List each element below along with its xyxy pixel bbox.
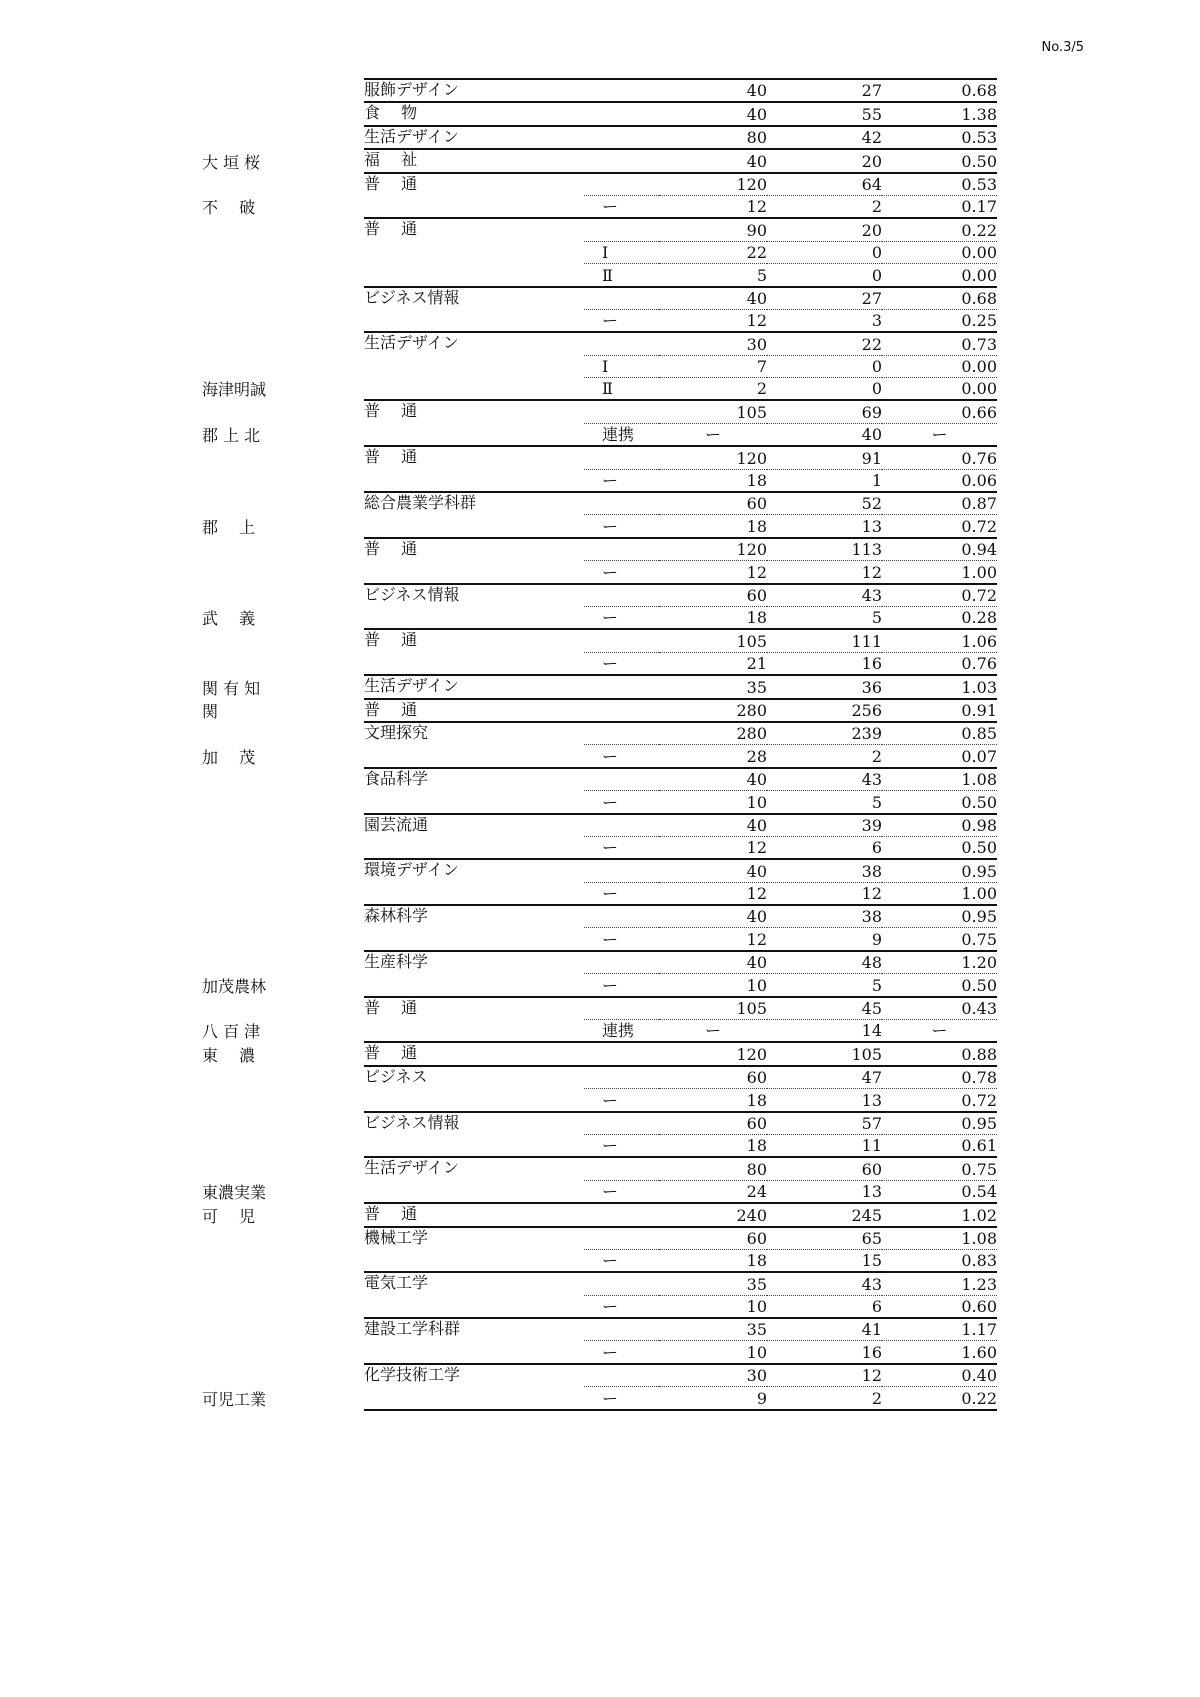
capacity-cell: 30 (659, 1364, 767, 1387)
ratio-cell: 0.43 (882, 997, 997, 1020)
ratio-cell: 0.72 (882, 584, 997, 607)
school-name-cell: 関 有 知 (202, 678, 261, 698)
school-name-cell: 郡 上 北 (202, 426, 261, 446)
capacity-cell: 40 (659, 79, 767, 102)
applicants-cell: 47 (767, 1066, 882, 1089)
course-name-cell: 普 通 (364, 1042, 584, 1065)
capacity-cell: 40 (659, 768, 767, 791)
capacity-cell: 10 (659, 1341, 767, 1364)
applicants-cell: 113 (767, 538, 882, 561)
ratio-cell: 0.50 (882, 836, 997, 859)
quota-type-cell (584, 492, 659, 515)
applicants-cell: 42 (767, 126, 882, 149)
quota-type-cell: ー (584, 1180, 659, 1203)
ratio-cell: 1.23 (882, 1272, 997, 1295)
ratio-cell: 0.22 (882, 1387, 997, 1410)
capacity-cell: 12 (659, 882, 767, 905)
ratio-cell: 0.75 (882, 928, 997, 951)
ratio-cell: 0.61 (882, 1134, 997, 1157)
course-name-cell: 普 通 (364, 997, 584, 1043)
quota-type-cell: ー (584, 928, 659, 951)
applicants-cell: 12 (767, 882, 882, 905)
quota-type-cell: ー (584, 1134, 659, 1157)
table-row (202, 218, 997, 241)
ratio-cell: 0.76 (882, 446, 997, 469)
applicants-cell: 12 (767, 1364, 882, 1387)
quota-type-cell: ー (584, 1249, 659, 1272)
applicants-cell: 105 (767, 1042, 882, 1065)
quota-type-cell: ー (584, 469, 659, 492)
applicants-cell: 27 (767, 79, 882, 102)
ratio-cell: 1.17 (882, 1318, 997, 1341)
ratio-cell: 0.68 (882, 287, 997, 310)
quota-type-cell: 連携 (584, 1020, 659, 1043)
applicants-cell: 43 (767, 584, 882, 607)
course-name-cell: 食品科学 (364, 768, 584, 814)
ratio-cell: 0.00 (882, 378, 997, 401)
course-name-cell: 機械工学 (364, 1227, 584, 1273)
course-name-cell: 生活デザイン (364, 1157, 584, 1203)
capacity-cell: 80 (659, 1157, 767, 1180)
ratio-cell: 0.54 (882, 1180, 997, 1203)
quota-type-cell: ー (584, 195, 659, 218)
capacity-cell: 12 (659, 195, 767, 218)
applicants-cell: 20 (767, 149, 882, 172)
capacity-cell: 40 (659, 859, 767, 882)
quota-type-cell (584, 629, 659, 652)
capacity-cell: 10 (659, 791, 767, 814)
school-name-cell: 不 破 (202, 198, 256, 218)
capacity-cell: 60 (659, 1112, 767, 1135)
capacity-cell: 40 (659, 287, 767, 310)
quota-type-cell (584, 332, 659, 355)
course-name-cell: 総合農業学科群 (364, 492, 584, 538)
course-name-cell: 普 通 (364, 1203, 584, 1226)
quota-type-cell (584, 79, 659, 102)
ratio-cell: 0.94 (882, 538, 997, 561)
school-name-cell: 武 義 (202, 609, 256, 629)
applicants-cell: 15 (767, 1249, 882, 1272)
applicants-cell: 6 (767, 836, 882, 859)
course-name-cell: 普 通 (364, 446, 584, 492)
table-row (202, 173, 997, 196)
applicants-cell: 239 (767, 722, 882, 745)
ratio-cell: 0.75 (882, 1157, 997, 1180)
school-name-cell: 八 百 津 (202, 1022, 261, 1042)
capacity-cell: 80 (659, 126, 767, 149)
course-name-cell: 服飾デザイン (364, 79, 584, 102)
course-name-cell: 生活デザイン (364, 126, 584, 149)
applicants-cell: 0 (767, 355, 882, 377)
applicants-cell: 64 (767, 173, 882, 196)
capacity-cell: 40 (659, 814, 767, 837)
capacity-cell: 40 (659, 149, 767, 172)
ratio-cell: 0.50 (882, 791, 997, 814)
capacity-cell: 18 (659, 1134, 767, 1157)
capacity-cell: 240 (659, 1203, 767, 1226)
ratio-cell: 1.20 (882, 951, 997, 974)
ratio-cell: 0.76 (882, 652, 997, 675)
capacity-cell: 2 (659, 378, 767, 401)
applicants-cell: 69 (767, 400, 882, 423)
quota-type-cell (584, 1066, 659, 1089)
table-row (202, 722, 997, 745)
applicants-cell: 43 (767, 1272, 882, 1295)
applicants-cell: 2 (767, 745, 882, 768)
school-name-cell: 東 濃 (202, 1045, 256, 1065)
capacity-cell: 5 (659, 264, 767, 287)
capacity-cell: 12 (659, 928, 767, 951)
school-name-cell: 海津明誠 (202, 380, 267, 400)
ratio-cell: 0.95 (882, 859, 997, 882)
quota-type-cell: ー (584, 1089, 659, 1112)
quota-type-cell: Ⅱ (584, 264, 659, 287)
table-row (202, 400, 997, 423)
applicants-cell: 45 (767, 997, 882, 1020)
ratio-cell: 0.28 (882, 606, 997, 629)
ratio-cell: 0.07 (882, 745, 997, 768)
capacity-cell: 10 (659, 1295, 767, 1318)
applicants-cell: 13 (767, 515, 882, 538)
applicants-cell: 91 (767, 446, 882, 469)
ratio-cell: 0.60 (882, 1295, 997, 1318)
applicants-cell: 6 (767, 1295, 882, 1318)
applicants-cell: 60 (767, 1157, 882, 1180)
quota-type-cell (584, 1203, 659, 1226)
quota-type-cell: ー (584, 652, 659, 675)
ratio-cell: 1.00 (882, 561, 997, 584)
quota-type-cell (584, 675, 659, 698)
capacity-cell: ー (659, 1020, 767, 1043)
course-name-cell: 文理探究 (364, 722, 584, 768)
applicants-cell: 40 (767, 423, 882, 446)
quota-type-cell (584, 768, 659, 791)
quota-type-cell: Ⅱ (584, 378, 659, 401)
capacity-cell: 40 (659, 905, 767, 928)
applicants-cell: 12 (767, 561, 882, 584)
quota-type-cell (584, 905, 659, 928)
course-name-cell: ビジネス情報 (364, 584, 584, 630)
ratio-cell: 0.22 (882, 218, 997, 241)
course-name-cell: ビジネス情報 (364, 1112, 584, 1158)
ratio-cell: 1.08 (882, 1227, 997, 1250)
enrollment-table (202, 78, 997, 1411)
quota-type-cell (584, 538, 659, 561)
capacity-cell: 120 (659, 446, 767, 469)
ratio-cell: 0.88 (882, 1042, 997, 1065)
course-name-cell: ビジネス (364, 1066, 584, 1112)
applicants-cell: 57 (767, 1112, 882, 1135)
table-row (202, 538, 997, 561)
applicants-cell: 38 (767, 859, 882, 882)
course-name-cell: 普 通 (364, 173, 584, 219)
ratio-cell: 0.17 (882, 195, 997, 218)
quota-type-cell (584, 1318, 659, 1341)
capacity-cell: 18 (659, 469, 767, 492)
course-name-cell: 生産科学 (364, 951, 584, 997)
table-row (202, 1042, 997, 1065)
applicants-cell: 13 (767, 1089, 882, 1112)
school-name-cell: 大 垣 桜 (202, 152, 261, 172)
ratio-cell: 0.06 (882, 469, 997, 492)
ratio-cell: 0.00 (882, 355, 997, 377)
capacity-cell: 18 (659, 1249, 767, 1272)
course-name-cell: 食 物 (364, 102, 584, 125)
capacity-cell: 60 (659, 1227, 767, 1250)
ratio-cell: 0.50 (882, 149, 997, 172)
quota-type-cell (584, 722, 659, 745)
ratio-cell: 0.66 (882, 400, 997, 423)
applicants-cell: 39 (767, 814, 882, 837)
quota-type-cell (584, 400, 659, 423)
ratio-cell: 0.85 (882, 722, 997, 745)
ratio-cell: 0.72 (882, 1089, 997, 1112)
ratio-cell: 0.73 (882, 332, 997, 355)
quota-type-cell (584, 859, 659, 882)
capacity-cell: 40 (659, 102, 767, 125)
capacity-cell: 60 (659, 492, 767, 515)
applicants-cell: 52 (767, 492, 882, 515)
quota-type-cell (584, 1227, 659, 1250)
capacity-cell: 35 (659, 675, 767, 698)
ratio-cell: ー (882, 423, 997, 446)
applicants-cell: 36 (767, 675, 882, 698)
ratio-cell: 0.53 (882, 173, 997, 196)
quota-type-cell (584, 1272, 659, 1295)
ratio-cell: ー (882, 1020, 997, 1043)
quota-type-cell: Ⅰ (584, 241, 659, 263)
course-name-cell: 福 祉 (364, 149, 584, 172)
quota-type-cell (584, 1157, 659, 1180)
school-name-cell: 東濃実業 (202, 1183, 267, 1203)
school-name-cell: 郡 上 (202, 517, 256, 537)
capacity-cell: 18 (659, 1089, 767, 1112)
quota-type-cell (584, 149, 659, 172)
table-row (202, 768, 997, 791)
course-name-cell: 普 通 (364, 629, 584, 675)
ratio-cell: 0.83 (882, 1249, 997, 1272)
ratio-cell: 0.95 (882, 1112, 997, 1135)
applicants-cell: 16 (767, 1341, 882, 1364)
school-name-cell: 関 (202, 701, 219, 721)
capacity-cell: ー (659, 423, 767, 446)
capacity-cell: 21 (659, 652, 767, 675)
applicants-cell: 38 (767, 905, 882, 928)
course-name-cell: ビジネス情報 (364, 287, 584, 333)
capacity-cell: 22 (659, 241, 767, 263)
table-body (202, 79, 997, 1410)
school-name-cell: 加 茂 (202, 747, 256, 767)
quota-type-cell: ー (584, 309, 659, 332)
ratio-cell: 0.40 (882, 1364, 997, 1387)
applicants-cell: 48 (767, 951, 882, 974)
course-name-cell: 園芸流通 (364, 814, 584, 860)
quota-type-cell: ー (584, 836, 659, 859)
table-row (202, 1203, 997, 1226)
ratio-cell: 0.98 (882, 814, 997, 837)
capacity-cell: 9 (659, 1387, 767, 1410)
applicants-cell: 0 (767, 378, 882, 401)
table-row (202, 1227, 997, 1250)
applicants-cell: 27 (767, 287, 882, 310)
course-name-cell: 普 通 (364, 538, 584, 584)
quota-type-cell: ー (584, 561, 659, 584)
ratio-cell: 0.87 (882, 492, 997, 515)
applicants-cell: 41 (767, 1318, 882, 1341)
ratio-cell: 0.72 (882, 515, 997, 538)
capacity-cell: 40 (659, 951, 767, 974)
quota-type-cell: ー (584, 745, 659, 768)
school-name-cell: 加茂農林 (202, 976, 267, 996)
applicants-cell: 5 (767, 606, 882, 629)
quota-type-cell: ー (584, 974, 659, 997)
quota-type-cell (584, 287, 659, 310)
table-row (202, 79, 997, 102)
applicants-cell: 13 (767, 1180, 882, 1203)
quota-type-cell (584, 584, 659, 607)
quota-type-cell (584, 1112, 659, 1135)
ratio-cell: 1.00 (882, 882, 997, 905)
capacity-cell: 120 (659, 1042, 767, 1065)
capacity-cell: 60 (659, 1066, 767, 1089)
course-name-cell: 普 通 (364, 218, 584, 286)
applicants-cell: 22 (767, 332, 882, 355)
quota-type-cell: 連携 (584, 423, 659, 446)
applicants-cell: 11 (767, 1134, 882, 1157)
ratio-cell: 0.25 (882, 309, 997, 332)
applicants-cell: 20 (767, 218, 882, 241)
ratio-cell: 0.50 (882, 974, 997, 997)
quota-type-cell: ー (584, 515, 659, 538)
capacity-cell: 105 (659, 400, 767, 423)
applicants-cell: 65 (767, 1227, 882, 1250)
ratio-cell: 1.06 (882, 629, 997, 652)
quota-type-cell: ー (584, 791, 659, 814)
quota-type-cell (584, 814, 659, 837)
quota-type-cell (584, 218, 659, 241)
quota-type-cell (584, 997, 659, 1020)
capacity-cell: 60 (659, 584, 767, 607)
school-name-cell: 可 児 (202, 1206, 256, 1226)
table-row (202, 997, 997, 1020)
ratio-cell: 1.08 (882, 768, 997, 791)
applicants-cell: 256 (767, 699, 882, 722)
ratio-cell: 0.00 (882, 241, 997, 263)
capacity-cell: 12 (659, 309, 767, 332)
capacity-cell: 280 (659, 722, 767, 745)
table-row (202, 629, 997, 652)
capacity-cell: 12 (659, 836, 767, 859)
applicants-cell: 5 (767, 791, 882, 814)
applicants-cell: 14 (767, 1020, 882, 1043)
capacity-cell: 35 (659, 1318, 767, 1341)
capacity-cell: 7 (659, 355, 767, 377)
capacity-cell: 105 (659, 997, 767, 1020)
quota-type-cell (584, 126, 659, 149)
capacity-cell: 35 (659, 1272, 767, 1295)
table-row (202, 1066, 997, 1089)
ratio-cell: 0.53 (882, 126, 997, 149)
capacity-cell: 90 (659, 218, 767, 241)
ratio-cell: 0.78 (882, 1066, 997, 1089)
capacity-cell: 18 (659, 606, 767, 629)
quota-type-cell (584, 446, 659, 469)
quota-type-cell: ー (584, 882, 659, 905)
course-name-cell: 建設工学科群 (364, 1318, 584, 1364)
school-name-cell: 可児工業 (202, 1389, 267, 1409)
quota-type-cell (584, 1364, 659, 1387)
course-name-cell: 生活デザイン (364, 675, 584, 698)
course-name-cell: 森林科学 (364, 905, 584, 951)
ratio-cell: 1.38 (882, 102, 997, 125)
capacity-cell: 12 (659, 561, 767, 584)
quota-type-cell: ー (584, 606, 659, 629)
quota-type-cell (584, 1042, 659, 1065)
applicants-cell: 16 (767, 652, 882, 675)
applicants-cell: 2 (767, 1387, 882, 1410)
table-row (202, 699, 997, 722)
ratio-cell: 1.03 (882, 675, 997, 698)
applicants-cell: 111 (767, 629, 882, 652)
capacity-cell: 105 (659, 629, 767, 652)
applicants-cell: 43 (767, 768, 882, 791)
applicants-cell: 9 (767, 928, 882, 951)
ratio-cell: 1.60 (882, 1341, 997, 1364)
course-name-cell: 電気工学 (364, 1272, 584, 1318)
applicants-cell: 55 (767, 102, 882, 125)
course-name-cell: 普 通 (364, 699, 584, 722)
applicants-cell: 0 (767, 264, 882, 287)
capacity-cell: 24 (659, 1180, 767, 1203)
ratio-cell: 1.02 (882, 1203, 997, 1226)
quota-type-cell: ー (584, 1387, 659, 1410)
ratio-cell: 0.95 (882, 905, 997, 928)
applicants-cell: 2 (767, 195, 882, 218)
quota-type-cell: ー (584, 1341, 659, 1364)
capacity-cell: 10 (659, 974, 767, 997)
page-number: No.3/5 (1041, 40, 1084, 55)
capacity-cell: 120 (659, 173, 767, 196)
quota-type-cell (584, 173, 659, 196)
ratio-cell: 0.91 (882, 699, 997, 722)
applicants-cell: 1 (767, 469, 882, 492)
quota-type-cell (584, 102, 659, 125)
ratio-cell: 0.68 (882, 79, 997, 102)
table-row (202, 446, 997, 469)
quota-type-cell (584, 699, 659, 722)
course-name-cell: 生活デザイン (364, 332, 584, 400)
applicants-cell: 0 (767, 241, 882, 263)
capacity-cell: 30 (659, 332, 767, 355)
quota-type-cell (584, 951, 659, 974)
applicants-cell: 245 (767, 1203, 882, 1226)
capacity-cell: 120 (659, 538, 767, 561)
capacity-cell: 18 (659, 515, 767, 538)
capacity-cell: 280 (659, 699, 767, 722)
course-name-cell: 化学技術工学 (364, 1364, 584, 1410)
capacity-cell: 28 (659, 745, 767, 768)
applicants-cell: 5 (767, 974, 882, 997)
quota-type-cell: Ⅰ (584, 355, 659, 377)
quota-type-cell: ー (584, 1295, 659, 1318)
ratio-cell: 0.00 (882, 264, 997, 287)
applicants-cell: 3 (767, 309, 882, 332)
course-name-cell: 環境デザイン (364, 859, 584, 905)
course-name-cell: 普 通 (364, 400, 584, 446)
